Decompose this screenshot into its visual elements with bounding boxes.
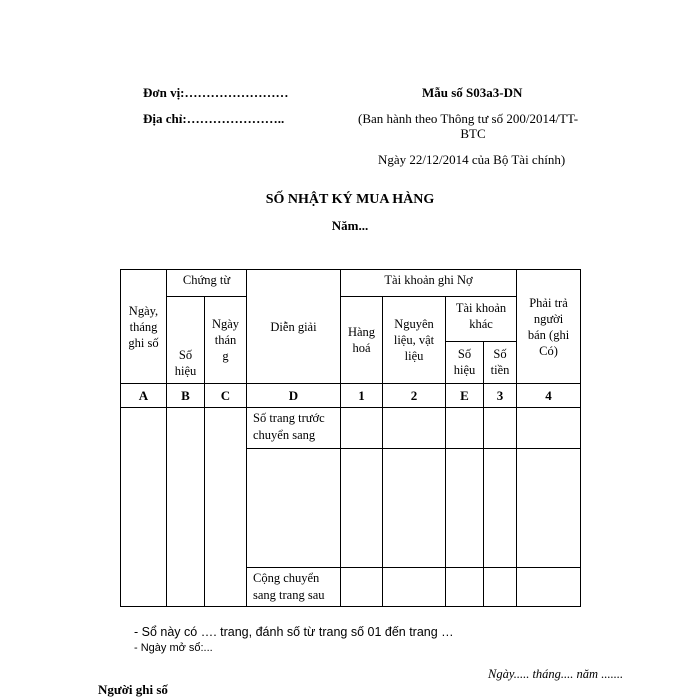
letter-col-a: A [121, 384, 167, 408]
header-payable: Phải trả người bán (ghi Có) [517, 270, 581, 384]
header-materials: Nguyên liệu, vật liệu [383, 297, 446, 384]
row-carried-forward-label: Cộng chuyển sang trang sau [247, 567, 341, 606]
table-cell [247, 448, 341, 567]
table-cell [517, 448, 581, 567]
address-label: Địa chỉ:………………….. [143, 111, 285, 126]
header-voucher-no: Số hiệu [167, 297, 205, 384]
table-cell [517, 408, 581, 448]
header-voucher-group: Chứng từ [167, 270, 247, 297]
table-cell [383, 567, 446, 606]
letter-col-d: D [247, 384, 341, 408]
recorder-label: Người ghi số [98, 682, 168, 697]
year-label: Năm... [331, 218, 369, 233]
letter-col-c: C [205, 384, 247, 408]
table-cell [484, 448, 517, 567]
issued-by-line3: Ngày 22/12/2014 của Bộ Tài chính) [378, 152, 566, 167]
table-cell [341, 448, 383, 567]
table-cell [341, 408, 383, 448]
header-debit-group: Tài khoản ghi Nợ [341, 270, 517, 297]
table-cell [484, 408, 517, 448]
date-line: Ngày..... tháng.... năm ....... [488, 667, 624, 681]
issued-by-line2: BTC [460, 126, 486, 141]
header-other-no: Số hiệu [446, 341, 484, 383]
table-cell [484, 567, 517, 606]
table-cell [383, 408, 446, 448]
letter-col-2: 2 [383, 384, 446, 408]
table-cell [517, 567, 581, 606]
body-col-a [121, 408, 167, 607]
table-cell [446, 567, 484, 606]
letter-col-3: 3 [484, 384, 517, 408]
table-cell [341, 567, 383, 606]
pages-note: - Sổ này có …. trang, đánh số từ trang số 01 đến trang … [134, 625, 454, 639]
header-other-amount: Số tiền [484, 341, 517, 383]
body-col-c [205, 408, 247, 607]
row-brought-forward-label: Số trang trước chuyển sang [247, 408, 341, 448]
form-number: Mẫu số S03a3-DN [422, 85, 523, 100]
letter-col-1: 1 [341, 384, 383, 408]
purchase-journal-table [120, 269, 581, 607]
table-cell [446, 408, 484, 448]
body-col-b [167, 408, 205, 607]
header-other-group: Tài khoản khác [446, 297, 517, 341]
issued-by-line1: (Ban hành theo Thông tư số 200/2014/TT- [358, 111, 579, 126]
header-voucher-date: Ngày thán g [205, 297, 247, 384]
table-cell [383, 448, 446, 567]
letter-col-4: 4 [517, 384, 581, 408]
letter-col-b: B [167, 384, 205, 408]
open-date: - Ngày mở sổ:... [134, 642, 213, 654]
table-cell [446, 448, 484, 567]
letter-col-e: E [446, 384, 484, 408]
header-date: Ngày, tháng ghi số [121, 270, 167, 384]
unit-label: Đơn vị:…………………… [143, 85, 289, 100]
header-description: Diễn giải [247, 270, 341, 384]
header-goods: Hàng hoá [341, 297, 383, 384]
document-title: SỐ NHẬT KÝ MUA HÀNG [265, 192, 435, 207]
